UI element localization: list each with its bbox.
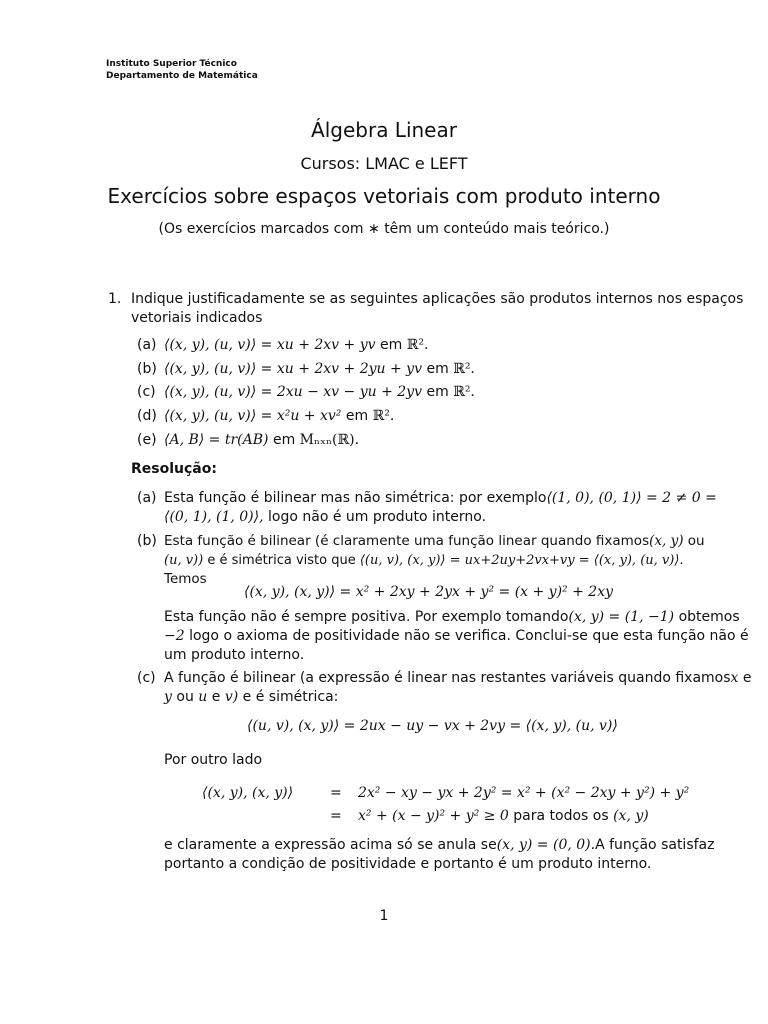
resolution-c-math-2c: v)	[224, 689, 239, 705]
resolution-b-positivity	[164, 608, 749, 665]
theory-note: (Os exercícios marcados com ∗ têm um conteúdo mais teórico.)	[158, 221, 610, 237]
page-number: 1	[379, 908, 389, 924]
exercise-statement	[131, 290, 743, 328]
resolution-b-p-text-1: Esta função não é sempre positiva. Por exemplo tomando	[164, 609, 569, 625]
resolution-c-eq2-line-2	[358, 808, 649, 824]
item-label: (d)	[137, 408, 157, 424]
item-suffix: em	[426, 384, 449, 400]
item-formula: ⟨(x, y), (u, v)⟩ = xu + 2xv + yv	[164, 337, 376, 353]
resolution-b-p-line-1	[164, 608, 740, 627]
resolution-c-eq2-math: (x, y)	[613, 808, 649, 824]
item-suffix: em	[345, 408, 369, 424]
item-space: ℝ².	[372, 408, 395, 424]
statement-line-1: Indique justificadamente se as seguintes aplicações são produtos internos nos espaços	[131, 291, 744, 307]
resolution-b-p-math-1: (x, y) = (1, −1)	[568, 609, 675, 625]
item-space: ℝ².	[406, 337, 429, 353]
item-formula-line	[164, 337, 428, 353]
item-formula: ⟨(x, y), (u, v)⟩ = 2xu − xv − yu + 2yv	[164, 384, 423, 400]
resolution-a-math-2: ⟨(0, 1), (1, 0)⟩,	[164, 509, 264, 525]
item-suffix: em	[380, 337, 403, 353]
item-formula: ⟨(x, y), (u, v)⟩ = xu + 2xv + 2yu + yv	[164, 361, 423, 377]
resolution-a-text	[164, 489, 717, 527]
resolution-c-eq2-equals-2: =	[330, 808, 342, 824]
resolution-c-line-2	[164, 688, 672, 707]
resolution-b-equation: ⟨(x, y), (x, y)⟩ = x² + 2xy + 2yx + y² = (x + y)² + 2xy	[244, 584, 614, 600]
item-formula: ⟨A, B⟩ = tr(AB)	[164, 432, 269, 448]
resolution-a-line-1	[164, 489, 717, 508]
resolution-b-p-math-2: −2	[164, 628, 185, 644]
resolution-c-eq2-text: para todos os	[513, 808, 609, 824]
resolution-b-math-2a: (u, v))	[164, 553, 204, 568]
item-space: ℝ².	[453, 361, 475, 377]
resolution-c-text	[164, 669, 752, 707]
item-suffix: em	[272, 432, 296, 448]
exercise-number: 1.	[108, 291, 122, 307]
resolution-c-other-side: Por outro lado	[164, 752, 263, 768]
document-subtitle: Exercícios sobre espaços vetoriais com produto interno	[107, 184, 661, 208]
courses-line: Cursos: LMAC e LEFT	[300, 154, 468, 173]
resolution-c-text-1: A função é bilinear (a expressão é linear nas restantes variáveis quando fixamos	[164, 670, 731, 686]
resolution-c-f-text-1b: A função satisfaz	[595, 837, 715, 853]
resolution-c-conclusion	[164, 836, 715, 874]
resolution-c-f-math-1: (x, y) = (0, 0).	[496, 837, 596, 853]
item-formula-line	[164, 408, 394, 424]
resolution-b-p-line-2	[164, 627, 749, 646]
resolution-heading: Resolução:	[131, 461, 217, 477]
resolution-c-text-2a: ou	[176, 689, 194, 705]
resolution-c-math-1: x	[730, 670, 739, 686]
statement-line-2: vetoriais indicados	[131, 310, 263, 326]
resolution-c-text-2c: e é simétrica:	[242, 689, 339, 705]
resolution-b-p-text-2: logo o axioma de positividade não se verifica. Conclui-se que esta função não é	[189, 628, 749, 644]
resolution-b-math-1: (x, y)	[649, 533, 684, 549]
item-space: Mₙₓₙ(ℝ).	[299, 432, 360, 448]
item-space: ℝ².	[453, 384, 475, 400]
resolution-a-math-1: ⟨(1, 0), (0, 1)⟩ = 2 ≠ 0 =	[546, 490, 717, 506]
resolution-c-eq2-lhs: ⟨(x, y), (x, y)⟩	[202, 785, 294, 801]
resolution-c-text-1b: e	[742, 670, 752, 686]
resolution-b-line-2	[164, 551, 684, 570]
resolution-b-text-1: Esta função é bilinear (é claramente uma função linear quando fixamos	[164, 533, 650, 549]
resolution-a-label: (a)	[137, 490, 157, 506]
resolution-b-line-1	[164, 532, 705, 551]
resolution-b-p-line-3: um produto interno.	[164, 647, 305, 663]
item-label: (e)	[137, 432, 157, 448]
item-suffix: em	[426, 361, 449, 377]
resolution-c-symmetry-equation: ⟨(u, v), (x, y)⟩ = 2ux − uy − vx + 2vy = ⟨(x, y), (u, v)⟩	[247, 718, 618, 734]
resolution-b-label: (b)	[137, 533, 157, 549]
item-formula: ⟨(x, y), (u, v)⟩ = x²u + xv²	[164, 408, 342, 424]
item-label: (c)	[137, 384, 156, 400]
resolution-c-f-line-1	[164, 836, 715, 855]
page-title: Álgebra Linear	[311, 118, 457, 142]
resolution-a-line-2	[164, 508, 672, 527]
resolution-c-eq2-rhs-1: 2x² − xy − yx + 2y² = x² + (x² − 2xy + y²) + y²	[358, 785, 690, 801]
item-formula-line	[164, 361, 475, 377]
resolution-c-label: (c)	[137, 670, 156, 686]
resolution-c-math-2b: u	[198, 689, 208, 705]
department-name: Departamento de Matemática	[106, 71, 258, 81]
resolution-b-text-2: e é simétrica visto que	[207, 553, 356, 568]
resolution-c-text-2b: e	[211, 689, 221, 705]
resolution-a-text-1: Esta função é bilinear mas não simétrica: por exemplo	[164, 490, 547, 506]
institute-name: Instituto Superior Técnico	[106, 59, 237, 69]
resolution-b-text-1b: ou	[687, 533, 705, 549]
item-formula-line	[164, 432, 359, 448]
resolution-c-f-line-2: portanto a condição de positividade e portanto é um produto interno.	[164, 856, 652, 872]
item-label: (b)	[137, 361, 157, 377]
resolution-b-line-3: Temos	[164, 571, 207, 587]
item-label: (a)	[137, 337, 157, 353]
resolution-a-text-2: logo não é um produto interno.	[268, 509, 487, 525]
item-formula-line	[164, 384, 475, 400]
resolution-c-f-text-1: e claramente a expressão acima só se anula se	[164, 837, 497, 853]
resolution-c-math-2a: y	[164, 689, 172, 705]
resolution-b-math-2b: ⟨(u, v), (x, y)⟩ = ux+2uy+2vx+vy = ⟨(x, y), (u, v)⟩.	[359, 553, 684, 568]
resolution-b-p-text-1b: obtemos	[678, 609, 740, 625]
resolution-b-text	[164, 532, 705, 589]
resolution-c-eq2-rhs-2: x² + (x − y)² + y² ≥ 0	[358, 808, 509, 824]
header-block	[106, 58, 258, 82]
resolution-c-line-1	[164, 669, 752, 688]
resolution-c-eq2-equals-1: =	[330, 785, 342, 801]
